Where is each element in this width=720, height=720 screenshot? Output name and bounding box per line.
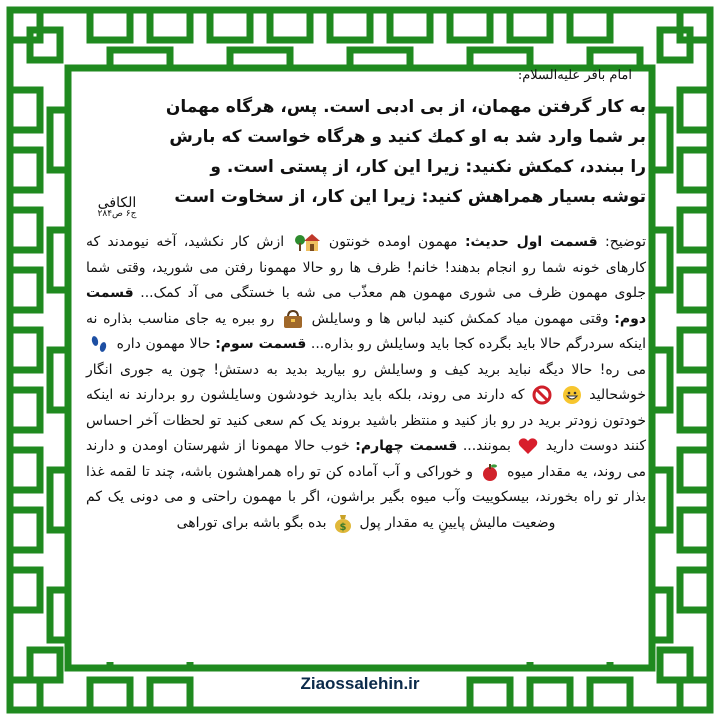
source-book: الکافی	[97, 195, 137, 211]
part4-text-c: بده بگو باشه برای توراهی	[176, 514, 327, 531]
source-volume-page: ج۶ ص۲۸۴	[97, 209, 137, 219]
part2-text-b: رو ببره یه جای مناسب بذاره نه اینکه سردرگم حالا باید بگرده کجا باید وسایلش رو بذاره...	[86, 310, 646, 352]
hadith-line: بر شما وارد شد به او کمك کنید و هرگاه خواست که بارش	[169, 127, 646, 147]
handbag-icon	[282, 309, 304, 329]
part3-text-a: حالا مهمون داره	[116, 336, 211, 352]
narrator-label: امام باقر علیه‌السلام:	[517, 68, 632, 83]
part3-text-b: می ره! حالا دیگه نباید برید کیف و وسایلش رو بیارید بدید به دستش! چون یه جوری انگار خوشحالید	[86, 361, 647, 403]
content-area	[86, 60, 646, 660]
part1-label: قسمت اول حدیث:	[464, 234, 598, 250]
part4-text-a: خوب حالا مهمونا از شهرستان اومدن و دارند می روند، یه مقدار میوه	[86, 438, 646, 480]
part3-label: قسمت سوم:	[215, 336, 307, 352]
hadith-text	[86, 92, 646, 212]
part4-text-b: و خوراکی و آب آماده کن تو راه همراهشون باشه، چند تا لقمه غذا بذار تو راه بخورند، بیسکوییت وآب میوه بگیر براشون، اگر با مهمون راحتی و می دونی یک کم وضعیت مالیش پایینِ یه مقدار پول	[86, 463, 646, 531]
part2-label: قسمت دوم:	[86, 285, 647, 327]
money-bag-icon	[333, 512, 353, 534]
part3-text-d: بمونند...	[462, 438, 511, 454]
hadith-line: به کار گرفتن مهمان، از بی ادبی است. پس، هرگاه مهمان	[165, 97, 646, 117]
explanation-text	[86, 230, 646, 536]
red-heart-icon	[518, 437, 538, 455]
part1-text-a: مهمون اومده خونتون	[328, 234, 458, 250]
site-watermark: Ziaossalehin.ir	[300, 674, 420, 693]
part3-text-c: که دارند می روند، بلکه باید بذارید خودشون وسایلشون رو بردارند نه اینکه خودتون زودتر برید در رو باز کنید و منتظر باشید بروند یک کم سعی کنید تو لحظات آخر احساس کنند دوست دارید	[86, 387, 646, 454]
part4-label: قسمت چهارم:	[355, 438, 458, 454]
part1-text-b: ازش کار نکشید، آخه نیومدند که کارهای خونه شما رو انجام بدهند! خانم! ظرف ها رو حالا مهمونا رفتن می شورید، وقتی شما جلوی مهمون ظرف می شوری مهمون هم معذّب می شه با خستگی می آد کمک...	[86, 234, 646, 301]
house-icon	[294, 232, 320, 252]
hadith-line: توشه بسیار همراهش کنید: زیرا این کار، از سخاوت است	[174, 187, 646, 207]
hadith-line: را ببندد، کمکش نکنید: زیرا این کار، از پستی است. و	[210, 157, 646, 177]
prohibited-icon	[532, 385, 552, 405]
svg-text:$: $	[339, 521, 347, 533]
intro-label: توضیح:	[605, 234, 647, 250]
part2-text-a: وقتی مهمون میاد کمکش کنید لباس ها و وسایلش	[311, 310, 609, 327]
footprints-icon	[88, 333, 110, 355]
grinning-face-icon	[562, 385, 582, 405]
red-apple-icon	[480, 462, 500, 482]
hadith-block	[86, 70, 646, 230]
source-reference	[82, 195, 152, 219]
